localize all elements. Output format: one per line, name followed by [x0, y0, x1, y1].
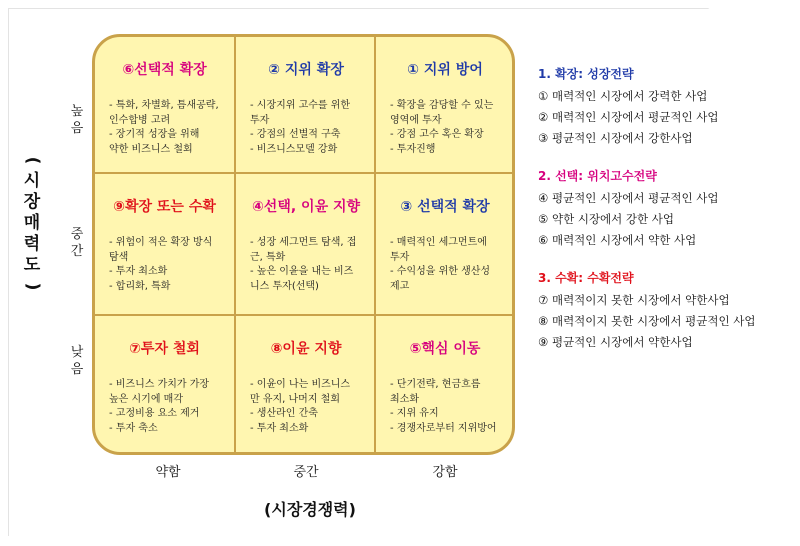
legend-item: ① 매력적인 시장에서 강력한 사업: [538, 89, 708, 103]
cell-title: ⑤핵심 이동: [409, 341, 481, 357]
cell-line: - 단기전략, 현금흐름: [390, 379, 481, 390]
cell-line: 투자: [250, 114, 270, 126]
cell-line: - 높은 이윤을 내는 비즈: [250, 266, 354, 277]
cell-line: 제고: [390, 280, 410, 292]
cell-description: [250, 99, 372, 157]
legend-group: [538, 65, 798, 149]
legend-item: ② 매력적인 시장에서 평균적인 사업: [538, 110, 719, 124]
legend-item: ⑤ 약한 시장에서 강한 사업: [538, 212, 675, 226]
legend-group: [538, 167, 798, 251]
x-tick-mid: 중간: [293, 465, 319, 480]
cell-title: ② 지위 확장: [268, 62, 344, 78]
cell-line: 근, 특화: [250, 251, 286, 263]
matrix-cell: [95, 37, 234, 172]
cell-line: - 성장 세그먼트 탐색, 접: [250, 237, 357, 248]
cell-description: [109, 378, 230, 436]
matrix-cell: [95, 316, 234, 454]
x-axis-label: (시장경쟁력): [264, 500, 356, 519]
legend-group: [538, 269, 798, 353]
legend-heading: 3. 수확: 수확전략: [538, 271, 634, 285]
cell-title: ③ 선택적 확장: [400, 199, 490, 215]
legend-heading: 1. 확장: 성장전략: [538, 67, 634, 81]
legend-item: ③ 평균적인 시장에서 강한사업: [538, 131, 693, 145]
cell-line: - 수익성을 위한 생산성: [390, 266, 491, 277]
cell-title: ⑧이윤 지향: [270, 341, 342, 357]
x-tick-strong: 강함: [432, 465, 458, 480]
cell-line: - 고정비용 요소 제거: [109, 408, 200, 419]
cell-description: [250, 236, 372, 294]
cell-line: - 이윤이 나는 비즈니스: [250, 379, 351, 390]
cell-line: - 지위 유지: [390, 408, 439, 419]
cell-line: 탐색: [109, 251, 129, 263]
cell-line: - 특화, 차별화, 틈새공략,: [109, 100, 219, 111]
matrix-cell: [95, 174, 234, 316]
cell-line: 니스 투자(선택): [250, 280, 319, 292]
cell-line: - 투자 최소화: [109, 266, 168, 277]
strategy-matrix: [92, 34, 515, 455]
cell-line: 영역에 투자: [390, 114, 442, 126]
legend-item: ⑥ 매력적인 시장에서 약한 사업: [538, 233, 697, 247]
y-tick-high: 높 음: [70, 104, 84, 136]
x-tick-weak: 약함: [155, 465, 181, 480]
cell-title: ⑥선택적 확장: [122, 62, 207, 78]
cell-line: 높은 시기에 매각: [109, 393, 183, 405]
cell-description: [390, 99, 510, 157]
cell-line: - 투자 축소: [109, 422, 158, 434]
legend-item: ⑨ 평균적인 시장에서 약한사업: [538, 335, 693, 349]
y-tick-low: 낮 음: [70, 345, 84, 377]
cell-line: 약한 비즈니스 철회: [109, 143, 193, 155]
cell-description: [250, 378, 372, 436]
cell-title: ① 지위 방어: [407, 62, 483, 78]
matrix-cell: [236, 174, 376, 316]
cell-line: - 경쟁자로부터 지위방어: [390, 422, 497, 434]
legend-heading: 2. 선택: 위치고수전략: [538, 169, 657, 183]
cell-description: [390, 236, 510, 294]
legend-item: ④ 평균적인 시장에서 평균적인 사업: [538, 191, 719, 205]
legend-item: ⑧ 매력적이지 못한 시장에서 평균적인 사업: [538, 314, 756, 328]
cell-line: - 투자진행: [390, 143, 436, 155]
cell-line: - 강점 고수 혹은 확장: [390, 129, 484, 140]
cell-line: - 장기적 성장을 위해: [109, 129, 200, 140]
cell-description: [109, 99, 230, 157]
cell-line: 투자: [390, 251, 410, 263]
cell-title: ⑦투자 철회: [129, 341, 200, 357]
cell-line: - 강점의 선별적 구축: [250, 129, 341, 140]
cell-title: ④선택, 이윤 지향: [251, 199, 361, 215]
matrix-cell: [236, 316, 376, 454]
cell-line: - 합리화, 특화: [109, 280, 171, 292]
cell-line: 인수합병 고려: [109, 114, 171, 126]
cell-line: - 투자 최소화: [250, 422, 309, 434]
cell-line: - 생산라인 간축: [250, 408, 318, 419]
matrix-cell: [376, 316, 514, 454]
cell-description: [109, 236, 230, 294]
cell-line: - 확장을 감당할 수 있는: [390, 100, 494, 111]
y-axis-label: ( 시 장 매 력 도 ): [22, 156, 43, 291]
cell-line: - 매력적인 세그먼트에: [390, 237, 487, 248]
cell-line: 최소화: [390, 393, 419, 405]
strategy-legend: [538, 65, 798, 371]
cell-line: - 비즈니스 가치가 가장: [109, 379, 210, 390]
matrix-cell: [376, 37, 514, 172]
cell-line: - 위험이 적은 확장 방식: [109, 237, 213, 248]
y-tick-mid: 중 간: [70, 227, 84, 259]
cell-description: [390, 378, 510, 436]
cell-line: - 비즈니스모델 강화: [250, 143, 338, 155]
matrix-cell: [376, 174, 514, 316]
legend-item: ⑦ 매력적이지 못한 시장에서 약한사업: [538, 293, 730, 307]
cell-title: ⑨확장 또는 수확: [113, 199, 216, 215]
matrix-cell: [236, 37, 376, 172]
cell-line: 만 유지, 나머지 철회: [250, 393, 340, 405]
cell-line: - 시장지위 고수를 위한: [250, 100, 351, 111]
